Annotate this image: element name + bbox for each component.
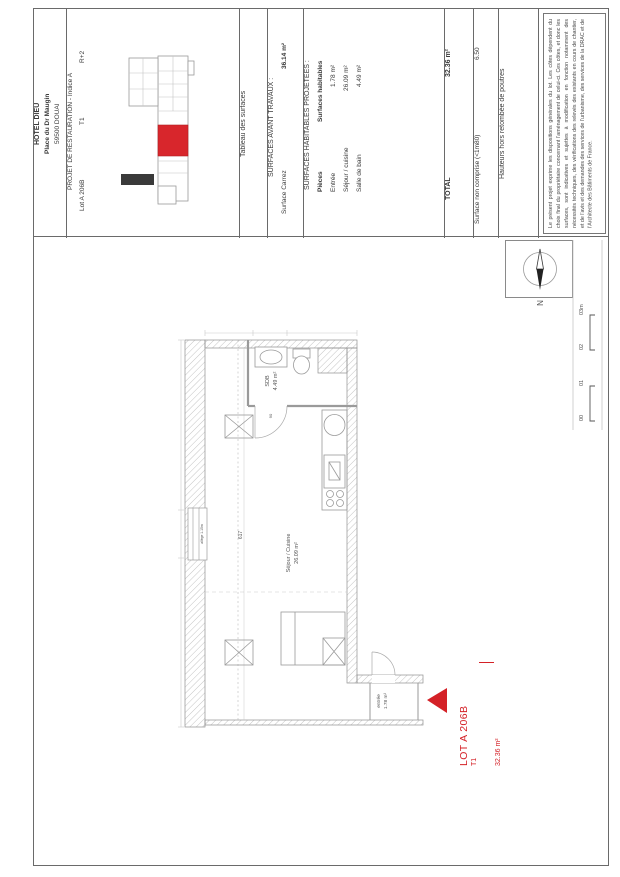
room-labels [265, 372, 389, 710]
surface-carrez-value: 36.14 m² [281, 42, 288, 69]
lot-label-area: 32.36 m² [495, 738, 502, 766]
owner-address2: 59500 DOUAI [54, 103, 61, 144]
scale-label: 03m [579, 304, 585, 315]
key-plan-drawing [98, 9, 239, 238]
wc-bowl [294, 356, 310, 374]
dim-90-text: 90 [268, 413, 273, 419]
lot-label [458, 662, 502, 766]
lot-label-type: T1 [471, 757, 478, 766]
legal-box [543, 13, 606, 234]
room-row-value: 26.09 m² [343, 65, 350, 91]
project-type: T1 [79, 117, 86, 126]
north-label: N [536, 300, 545, 306]
surfaces-projetees-heading: SURFACES HABITABLES PROJETEES : [304, 60, 311, 191]
surfaces-projetees-block [303, 9, 444, 238]
project-title: PROJET DE RESTAURATION - Indice A [67, 72, 74, 190]
room-row-label: Entrée [330, 172, 337, 192]
entree-name: entrée [377, 694, 382, 708]
window [188, 508, 207, 560]
lot-label-name: LOT A 206B [458, 705, 470, 766]
non-comprise-block [473, 9, 498, 238]
kitchen-block [322, 410, 347, 510]
sejour-area: 26.09 m² [294, 542, 300, 564]
scale-label: 02 [579, 343, 585, 350]
owner-block [34, 9, 66, 238]
washbasin-bowl [260, 350, 282, 364]
project-level: R+2 [79, 51, 86, 64]
title-block [33, 8, 609, 237]
sdb-name: SDB [265, 375, 271, 387]
non-comprise-value: 6.50 [474, 47, 481, 60]
scale-bar [565, 236, 610, 436]
room-row-value: 1.78 m² [330, 65, 337, 88]
key-plan-highlight-room [158, 125, 188, 156]
tableau-label: Tableau des surfaces [240, 90, 247, 157]
bed [281, 612, 345, 665]
exterior-walls [185, 340, 423, 727]
col-surfaces-header: Surfaces habitables [317, 61, 324, 123]
total-block [444, 9, 473, 238]
dim-617 [238, 348, 273, 720]
hauteurs-note: Hauteurs hors retombée de poutres [499, 68, 506, 179]
owner-address1: Place du Dr Maugin [44, 93, 51, 154]
entrance-triangle-marker [427, 688, 447, 713]
room-row-label: Salle de bain [356, 154, 363, 192]
kitchen-sink [324, 415, 345, 436]
scale-label: 00 [579, 414, 585, 421]
lot-label-divider [479, 662, 494, 663]
door-swings [255, 406, 395, 675]
dim-617-text: 617 [238, 530, 244, 540]
total-label: TOTAL [445, 177, 452, 200]
room-row-value: 4.49 m² [356, 65, 363, 88]
north-arrow-icon [505, 240, 573, 308]
scale-label: 01 [579, 379, 585, 386]
sdb-area: 4.49 m² [273, 371, 279, 391]
window-sill-label: allège 1.15m [200, 524, 204, 544]
tableau-label-block [239, 9, 267, 238]
non-comprise-label: Surface non comprise (<1m80) [474, 134, 481, 224]
total-value: 32.36 m² [445, 49, 452, 78]
key-plan [98, 9, 239, 238]
sejour-name: Séjour / Cuisine [286, 533, 292, 573]
key-plan-stair-block [121, 174, 154, 185]
entree-area: 1.78 m² [384, 692, 389, 710]
surface-carrez-label: Surface Carrez [281, 170, 288, 215]
legal-text: Le présent projet exprime les dispositions générales du lot. Les côtes dépendent du choix final du propriétaire concernant l'aménagement de celui-ci. Ces côtes, et donc les surfaces, sont indicatives et sujettes à modification en fonction notamment des nécessités techniques, des vérifications des relevés des existants en cours de chantier, et de l'avis et des demandes des services de l'urbanisme, des services de la DRAC et de l'Architecte des Bâtiments de France. [548, 19, 594, 228]
project-block [66, 9, 98, 238]
hauteurs-block [498, 9, 538, 238]
project-lot: Lot A 206B [79, 179, 86, 211]
legal-block [538, 9, 610, 238]
surfaces-avant-heading: SURFACES AVANT TRAVAUX : [268, 77, 275, 178]
bathroom-fixtures [255, 347, 310, 374]
col-pieces-header: Pièces [317, 171, 324, 192]
room-row-label: Séjour / cuisine [343, 147, 350, 192]
surfaces-avant-block [267, 9, 303, 238]
owner-name: HOTEL DIEU [34, 102, 41, 145]
